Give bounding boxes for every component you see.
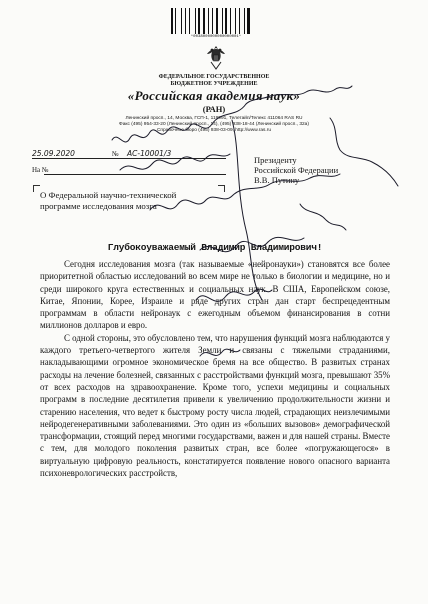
barcode-bar [206, 8, 207, 34]
barcode-bar [196, 8, 197, 34]
reference-label: На № [32, 166, 49, 174]
coat-of-arms-icon [203, 43, 229, 71]
registration-number: АС-10001/3 [127, 149, 172, 158]
barcode-bar [223, 8, 224, 34]
recipient-block [254, 155, 394, 185]
barcode-bar [239, 8, 240, 34]
address-line1: Ленинский просп., 14, Москва, ГСП-1, 119991, Телетайп/Телекс 411064 RAS RU [125, 116, 303, 121]
barcode-bar [174, 8, 175, 34]
barcode-bar [185, 8, 186, 34]
subject-block [40, 190, 220, 212]
subject-line1: О Федеральной научно-технической [40, 190, 177, 200]
address-line2: Факс (495) 954-33-20 (Ленинский просп., 14), (495) 938-18-44 (Ленинский просп., 32а) [119, 122, 309, 127]
barcode-bar [231, 8, 233, 34]
barcode-bar [203, 8, 205, 34]
signature-stroke-9 [300, 204, 346, 230]
org-type-line1: ФЕДЕРАЛЬНОЕ ГОСУДАРСТВЕННОЕ [158, 74, 270, 80]
address-line3: Справочное бюро (495) 938-03-09, http://www.ras.ru [156, 128, 272, 133]
reference-line [32, 166, 226, 176]
barcode-bar [245, 8, 246, 34]
letter-body [40, 258, 390, 479]
registration-underline [32, 158, 226, 159]
barcode-bar [182, 8, 184, 34]
barcode-bar [214, 8, 215, 34]
barcode-bar [201, 8, 202, 34]
barcode-bar [189, 8, 191, 34]
barcode-bar [247, 8, 249, 34]
barcode-bar [191, 8, 193, 34]
recipient-title: Президенту [254, 155, 297, 165]
barcode-bar [175, 8, 176, 34]
recipient-name: В.В. Путину [254, 175, 300, 185]
subject-line2: программе исследования мозга [40, 201, 157, 211]
barcode-bar [225, 8, 227, 34]
barcode-bar [208, 8, 209, 34]
barcode-bar [237, 8, 239, 34]
academy-abbr: (РАН) [202, 104, 226, 114]
reference-underline [44, 174, 226, 175]
salutation: Глубокоуважаемый Владимир Владимирович! [107, 242, 323, 253]
barcode-bar [177, 8, 179, 34]
barcode-bar [212, 8, 213, 34]
subject-bracket-left [33, 185, 40, 192]
registration-line [32, 149, 226, 163]
barcode-bar [219, 8, 221, 34]
barcode-bar [181, 8, 182, 34]
barcode-bar [228, 8, 229, 34]
barcode-bar [241, 8, 243, 34]
barcode-bar [230, 8, 231, 34]
registration-date: 25.09.2020 [32, 149, 75, 158]
body-paragraph-2: С одной стороны, это обусловлено тем, что нарушения функций мозга наблюдаются у каждого третьего-четвертого жителя Земли и связаны с тяжелыми страданиями, накладывающими огромное экономическое бремя на все общество. В развитых странах расходы на лечение болезней, связанных с расстройствами функций мозга, превышают 35% от всех расходов на здравоохранение. Кроме того, успехи медицины и социальных программ в последние десятилетия привели к увеличению продолжительности жизни и старению населения, что ведет к быстрому росту числа людей, страдающих неизлечимыми нейродегенеративными заболеваниями. Это один из «больших вызовов» демографической трансформации, стоящий перед многими государствами, важен и для нашей страны. Вместе с тем, для молодого поколения развитых стран, все более «погружающегося» в виртуальную цифровую реальность, констатируется появление нового опасного варианта психоневрологических расстройств, [40, 332, 390, 479]
barcode-number: *0038000000000000001* [190, 35, 242, 39]
barcode-bar [235, 8, 236, 34]
barcode-bar [187, 8, 188, 34]
registration-number-label: № [112, 150, 119, 158]
academy-name: «Российская академия наук» [127, 88, 301, 103]
barcode-bar [171, 8, 173, 34]
barcode-bar [198, 8, 200, 34]
barcode-bar [251, 8, 252, 34]
barcode-bar [216, 8, 218, 34]
barcode [171, 8, 259, 34]
recipient-country: Российской Федерации [254, 165, 339, 175]
body-paragraph-1: Сегодня исследования мозга (так называемые «нейронауки») становятся все более приоритетной областью исследований во всем мире не только в биологии и медицине, но и среди широкого круга естественных и социальных наук. В США, Европейском союзе, Китае, Японии, Корее, Израиле и ряде других стран дан старт беспрецедентным программам в области нейронаук с ежегодным объемом финансирования в сотни миллионов долларов и евро. [40, 259, 390, 331]
barcode-bar [222, 8, 223, 34]
org-type-line2: БЮДЖЕТНОЕ УЧРЕЖДЕНИЕ [170, 81, 258, 87]
barcode-bar [244, 8, 245, 34]
barcode-bar [210, 8, 212, 34]
barcode-bar [195, 8, 196, 34]
